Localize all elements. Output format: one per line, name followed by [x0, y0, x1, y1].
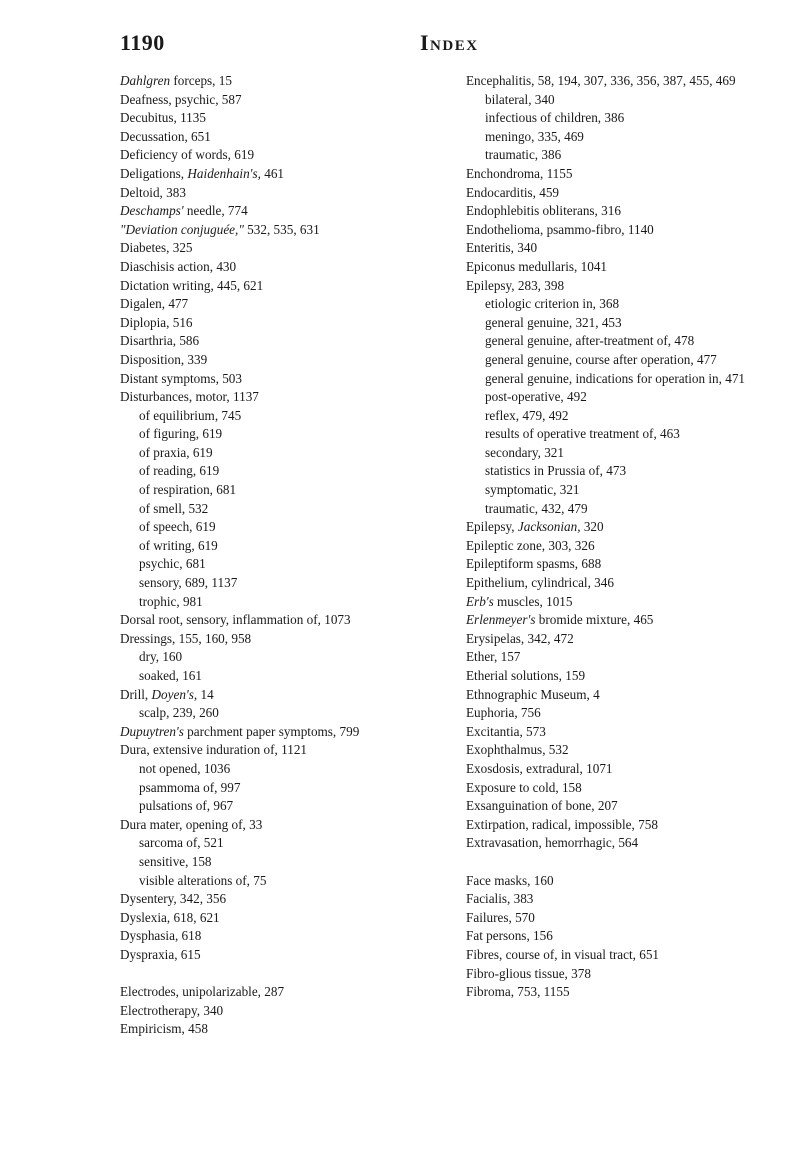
entry-text: Erysipelas, 342, 472 — [466, 630, 574, 646]
entry-text: Fibro-glious tissue, 378 — [466, 965, 591, 981]
entry-text: results of operative treatment of, 463 — [485, 426, 680, 442]
index-subentry — [466, 481, 790, 500]
entry-text: Electrotherapy, 340 — [120, 1002, 224, 1018]
entry-italic-term: Dupuytren's — [120, 723, 184, 739]
entry-text: meningo, 335, 469 — [485, 128, 584, 144]
index-entry — [466, 797, 790, 816]
index-entry — [120, 184, 452, 203]
entry-text: of reading, 619 — [139, 463, 220, 479]
index-entry — [466, 779, 790, 798]
index-subentry — [120, 648, 452, 667]
entry-text: Fibres, course of, in visual tract, 651 — [466, 946, 660, 962]
entry-text: etiologic criterion in, 368 — [485, 296, 620, 312]
index-subentry — [466, 128, 790, 147]
entry-text: needle, 774 — [183, 203, 248, 219]
index-entry — [466, 667, 790, 686]
entry-text: Ether, 157 — [466, 649, 521, 665]
entry-italic-term: Erb's — [466, 593, 494, 609]
index-entry — [466, 816, 790, 835]
index-subentry — [120, 779, 452, 798]
entry-text: Exosdosis, extradural, 1071 — [466, 760, 613, 776]
index-entry — [120, 351, 452, 370]
index-subentry — [466, 407, 790, 426]
index-entry — [120, 630, 452, 649]
index-entry — [120, 723, 452, 742]
index-entry — [466, 537, 790, 556]
index-entry — [466, 704, 790, 723]
entry-text: dry, 160 — [139, 649, 183, 665]
index-entry — [466, 965, 790, 984]
index-entry — [120, 72, 452, 91]
index-subentry — [120, 481, 452, 500]
index-entry — [120, 165, 452, 184]
entry-text: of equilibrium, 745 — [139, 407, 242, 423]
entry-text: Dictation writing, 445, 621 — [120, 277, 264, 293]
entry-text: Decussation, 651 — [120, 128, 211, 144]
entry-italic-term: Jacksonian, — [517, 519, 581, 535]
entry-italic-term: Deschamps' — [120, 203, 184, 219]
index-entry — [466, 239, 790, 258]
entry-term: Epilepsy, — [466, 519, 518, 535]
entry-text: visible alterations of, 75 — [139, 872, 267, 888]
entry-text: Endothelioma, psammo-fibro, 1140 — [466, 221, 654, 237]
entry-text: Dura, extensive induration of, 1121 — [120, 742, 308, 758]
entry-text: Disturbances, motor, 1137 — [120, 389, 259, 405]
index-column-right — [466, 72, 790, 1002]
entry-text: trophic, 981 — [139, 593, 203, 609]
entry-text: Exophthalmus, 532 — [466, 742, 569, 758]
entry-text: Digalen, 477 — [120, 296, 189, 312]
entry-text: forceps, 15 — [170, 73, 232, 88]
index-entry — [466, 872, 790, 891]
page-title: Index — [420, 30, 479, 55]
index-entry — [120, 909, 452, 928]
entry-text: bilateral, 340 — [485, 91, 555, 107]
index-subentry — [120, 834, 452, 853]
entry-text: Facialis, 383 — [466, 891, 534, 907]
entry-text: sensory, 689, 1137 — [139, 575, 238, 591]
index-subentry — [466, 332, 790, 351]
entry-text: sarcoma of, 521 — [139, 835, 224, 851]
entry-text: parchment paper symptoms, 799 — [183, 723, 360, 739]
entry-text: pulsations of, 967 — [139, 798, 234, 814]
index-entry — [466, 202, 790, 221]
entry-text: Dyspraxia, 615 — [120, 946, 201, 962]
entry-text: soaked, 161 — [139, 668, 202, 683]
entry-text: Extravasation, hemorrhagic, 564 — [466, 835, 639, 851]
index-subentry — [466, 388, 790, 407]
index-entry — [120, 221, 452, 240]
index-entry — [466, 630, 790, 649]
entry-text: sensitive, 158 — [139, 853, 212, 869]
index-entry — [466, 723, 790, 742]
entry-text: Deltoid, 383 — [120, 184, 186, 200]
index-subentry — [120, 872, 452, 891]
entry-text: Ethnographic Museum, 4 — [466, 686, 600, 702]
entry-text: Exsanguination of bone, 207 — [466, 798, 618, 814]
index-entry — [120, 686, 452, 705]
index-entry — [466, 946, 790, 965]
entry-text: Endocarditis, 459 — [466, 184, 560, 200]
index-entry — [466, 574, 790, 593]
entry-text: of speech, 619 — [139, 519, 216, 535]
page-header — [0, 30, 800, 60]
index-column-left — [120, 72, 452, 1039]
entry-text: traumatic, 386 — [485, 147, 562, 163]
entry-italic-term: Doyen's, — [151, 686, 198, 702]
entry-text: Face masks, 160 — [466, 872, 554, 888]
entry-text: general genuine, indications for operation in, 471 — [485, 370, 746, 386]
entry-text: Dorsal root, sensory, inflammation of, 1073 — [120, 612, 351, 628]
index-subentry — [466, 109, 790, 128]
entry-text: of smell, 532 — [139, 500, 209, 516]
entry-text: general genuine, course after operation, 477 — [485, 351, 717, 367]
index-entry — [466, 834, 790, 853]
entry-text: general genuine, 321, 453 — [485, 314, 622, 330]
index-subentry — [466, 444, 790, 463]
index-entry — [120, 239, 452, 258]
index-subentry — [120, 407, 452, 426]
entry-text: statistics in Prussia of, 473 — [485, 463, 627, 479]
entry-text: Epithelium, cylindrical, 346 — [466, 575, 614, 591]
index-subentry — [466, 146, 790, 165]
page-number: 1190 — [120, 30, 165, 55]
index-entry — [120, 314, 452, 333]
index-entry — [120, 611, 452, 630]
entry-text: of praxia, 619 — [139, 444, 213, 460]
index-subentry — [120, 667, 452, 686]
index-entry — [120, 1020, 452, 1039]
entry-text: Euphoria, 756 — [466, 705, 541, 721]
entry-pages: 461 — [260, 165, 285, 181]
entry-text: Empiricism, 458 — [120, 1021, 208, 1037]
entry-text: psychic, 681 — [139, 556, 206, 572]
entry-text: Disarthria, 586 — [120, 333, 200, 349]
entry-text: scalp, 239, 260 — [139, 705, 219, 721]
index-entry — [120, 741, 452, 760]
index-subentry — [120, 518, 452, 537]
entry-text: Diaschisis action, 430 — [120, 258, 237, 274]
index-entry — [466, 648, 790, 667]
index-entry — [466, 518, 790, 537]
index-subentry — [120, 444, 452, 463]
entry-text: Dyslexia, 618, 621 — [120, 909, 220, 925]
index-subentry — [120, 593, 452, 612]
entry-text: Failures, 570 — [466, 909, 535, 925]
entry-text: muscles, 1015 — [493, 593, 573, 609]
entry-term: Drill, — [120, 686, 152, 702]
index-entry — [466, 184, 790, 203]
index-entry — [120, 258, 452, 277]
entry-text: Endophlebitis obliterans, 316 — [466, 203, 621, 219]
index-entry — [120, 332, 452, 351]
index-entry — [466, 890, 790, 909]
entry-text: of respiration, 681 — [139, 482, 237, 498]
entry-text: post-operative, 492 — [485, 389, 587, 405]
entry-text: Epilepsy, 283, 398 — [466, 277, 565, 293]
index-entry — [120, 202, 452, 221]
entry-text: of figuring, 619 — [139, 426, 223, 442]
index-subentry — [120, 704, 452, 723]
index-entry — [466, 741, 790, 760]
index-entry — [120, 109, 452, 128]
entry-italic-term: Dahlgren — [120, 73, 171, 88]
entry-text: Epiconus medullaris, 1041 — [466, 258, 608, 274]
index-entry — [466, 909, 790, 928]
index-entry — [120, 388, 452, 407]
entry-text: Etherial solutions, 159 — [466, 668, 586, 683]
index-entry — [120, 277, 452, 296]
entry-pages: 14 — [197, 686, 214, 702]
entry-text: symptomatic, 321 — [485, 482, 580, 498]
index-subentry — [466, 462, 790, 481]
entry-text: Enteritis, 340 — [466, 240, 538, 256]
entry-text: secondary, 321 — [485, 444, 564, 460]
entry-text: Distant symptoms, 503 — [120, 370, 242, 386]
index-entry — [120, 295, 452, 314]
entry-text: Dura mater, opening of, 33 — [120, 816, 263, 832]
index-entry — [120, 946, 452, 965]
index-subentry — [120, 537, 452, 556]
entry-text: Dysphasia, 618 — [120, 928, 202, 944]
index-subentry — [120, 574, 452, 593]
index-subentry — [466, 370, 790, 389]
index-entry — [120, 983, 452, 1002]
index-subentry — [466, 314, 790, 333]
index-entry — [120, 816, 452, 835]
index-subentry — [120, 797, 452, 816]
index-entry — [120, 146, 452, 165]
index-entry — [466, 983, 790, 1002]
entry-text: Excitantia, 573 — [466, 723, 546, 739]
index-subentry — [120, 555, 452, 574]
entry-text: traumatic, 432, 479 — [485, 500, 588, 516]
index-subentry — [120, 760, 452, 779]
index-entry — [120, 1002, 452, 1021]
index-entry — [466, 72, 790, 91]
entry-text: Fibroma, 753, 1155 — [466, 984, 570, 1000]
entry-text: Electrodes, unipolarizable, 287 — [120, 984, 285, 1000]
entry-text: Deafness, psychic, 587 — [120, 91, 242, 107]
entry-text: infectious of children, 386 — [485, 110, 625, 126]
index-entry — [466, 555, 790, 574]
entry-text: of writing, 619 — [139, 537, 218, 553]
index-entry — [120, 91, 452, 110]
entry-italic-term: "Deviation conjuguée," — [120, 221, 244, 237]
index-entry — [466, 221, 790, 240]
entry-text: bromide mixture, 465 — [535, 612, 654, 628]
entry-italic-term: Haidenhain's, — [187, 165, 261, 181]
entry-text: 532, 535, 631 — [243, 221, 320, 237]
entry-text: Extirpation, radical, impossible, 758 — [466, 816, 658, 832]
entry-text: Fat persons, 156 — [466, 928, 553, 944]
index-entry — [466, 760, 790, 779]
index-subentry — [466, 351, 790, 370]
entry-text: Encephalitis, 58, 194, 307, 336, 356, 387, 455, 469 — [466, 73, 736, 88]
entry-italic-term: Erlenmeyer's — [466, 612, 536, 628]
index-entry — [466, 165, 790, 184]
entry-text: reflex, 479, 492 — [485, 407, 569, 423]
index-entry — [120, 927, 452, 946]
entry-text: Enchondroma, 1155 — [466, 165, 573, 181]
entry-text: Dressings, 155, 160, 958 — [120, 630, 252, 646]
entry-text: Decubitus, 1135 — [120, 110, 206, 126]
entry-pages: 320 — [580, 519, 604, 535]
entry-text: psammoma of, 997 — [139, 779, 241, 795]
index-entry — [466, 927, 790, 946]
index-subentry — [466, 500, 790, 519]
index-subentry — [120, 853, 452, 872]
index-entry — [466, 593, 790, 612]
entry-text: Disposition, 339 — [120, 351, 208, 367]
entry-text: Diplopia, 516 — [120, 314, 193, 330]
entry-text: Diabetes, 325 — [120, 240, 193, 256]
index-entry — [120, 370, 452, 389]
entry-text: Dysentery, 342, 356 — [120, 891, 227, 907]
index-subentry — [466, 91, 790, 110]
entry-text: Epileptiform spasms, 688 — [466, 556, 602, 572]
index-subentry — [120, 425, 452, 444]
entry-text: not opened, 1036 — [139, 760, 231, 776]
entry-term: Deligations, — [120, 165, 188, 181]
index-entry — [466, 277, 790, 296]
index-subentry — [120, 462, 452, 481]
index-subentry — [466, 295, 790, 314]
index-entry — [120, 890, 452, 909]
index-entry — [120, 128, 452, 147]
entry-text: general genuine, after-treatment of, 478 — [485, 333, 695, 349]
index-subentry — [466, 425, 790, 444]
index-entry — [466, 258, 790, 277]
entry-text: Exposure to cold, 158 — [466, 779, 582, 795]
index-subentry — [120, 500, 452, 519]
entry-text: Epileptic zone, 303, 326 — [466, 537, 595, 553]
index-entry — [466, 686, 790, 705]
entry-text: Deficiency of words, 619 — [120, 147, 255, 163]
index-entry — [466, 611, 790, 630]
